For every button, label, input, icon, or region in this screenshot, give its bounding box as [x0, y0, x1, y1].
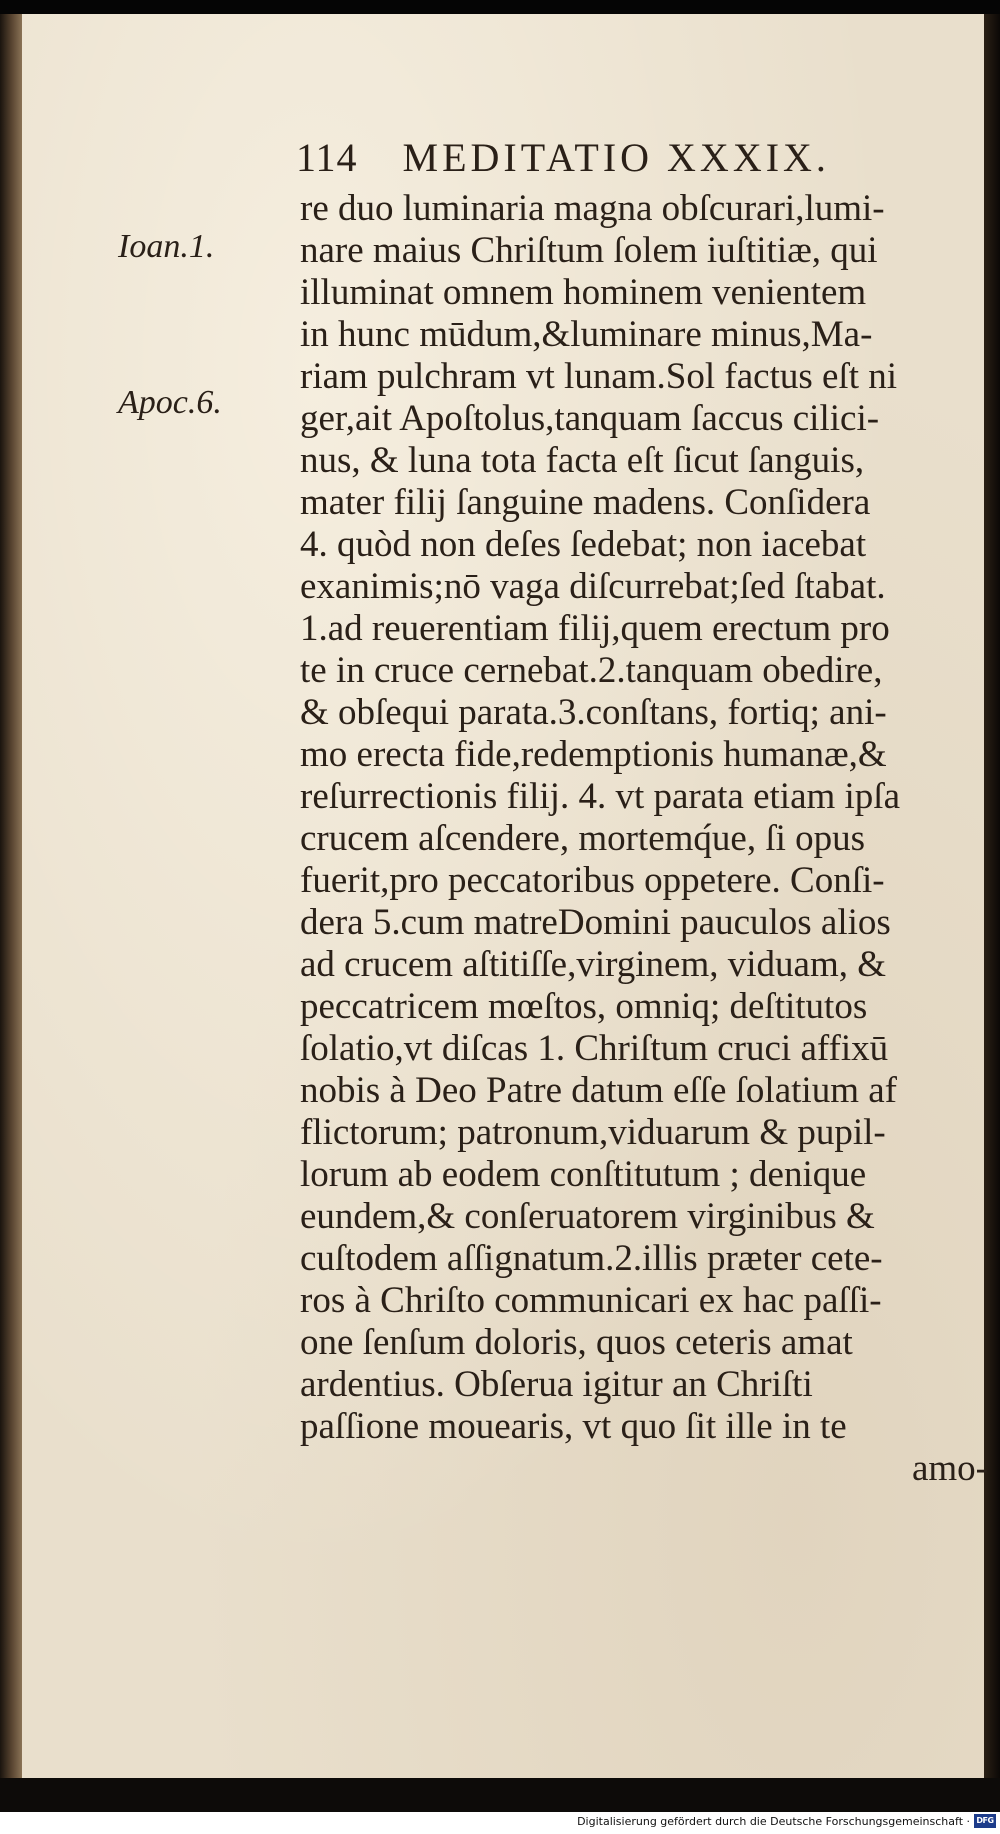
text-line: ad crucem aſtitiſſe,virginem, viduam, & — [300, 944, 887, 985]
text-line: & obſequi parata.3.conſtans, fortiq; ani- — [300, 692, 887, 733]
text-line: riam pulchram vt lunam.Sol factus eſt ni — [300, 356, 898, 397]
text-line: in hunc mūdum,&luminare minus,Ma- — [300, 314, 873, 355]
digitization-credit: Digitalisierung gefördert durch die Deutsche Forschungsgemeinschaft · — [577, 1815, 970, 1828]
text-line: ſolatio,vt diſcas 1. Chriſtum cruci affixū — [300, 1028, 889, 1069]
text-line: re duo luminaria magna obſcurari,lumi- — [300, 188, 885, 229]
text-line: nus, & luna tota facta eſt ſicut ſanguis, — [300, 440, 865, 481]
text-line: dera 5.cum matreDomini pauculos alios — [300, 902, 891, 943]
running-header — [296, 134, 830, 181]
margin-note-ioan: Ioan.1. — [118, 228, 215, 265]
text-line: paſſione mouearis, vt quo ſit ille in te — [300, 1406, 847, 1447]
text-line: exanimis;nō vaga diſcurrebat;ſed ſtabat. — [300, 566, 886, 607]
text-line: cuſtodem aſſignatum.2.illis præter cete- — [300, 1238, 883, 1279]
text-line: ros à Chriſto communicari ex hac paſſi- — [300, 1280, 882, 1321]
body-text — [300, 188, 988, 1490]
text-line: crucem aſcendere, mortemq́ue, ſi opus — [300, 818, 866, 859]
scan-top-border — [0, 0, 1000, 14]
text-line: mater filij ſanguine madens. Conſidera — [300, 482, 871, 523]
scan-bottom-border — [0, 1778, 1000, 1812]
text-line: peccatricem mœſtos, omniq; deſtitutos — [300, 986, 868, 1027]
text-line: nobis à Deo Patre datum eſſe ſolatium af — [300, 1070, 897, 1111]
text-line: ger,ait Apoſtolus,tanquam ſaccus cilici- — [300, 398, 880, 439]
running-title: MEDITATIO XXXIX. — [402, 135, 830, 180]
text-line: nare maius Chriſtum ſolem iuſtitiæ, qui — [300, 230, 878, 271]
margin-note-apoc: Apoc.6. — [118, 384, 222, 421]
text-line: one ſenſum doloris, quos ceteris amat — [300, 1322, 853, 1363]
text-line: ardentius. Obſerua igitur an Chriſti — [300, 1364, 813, 1405]
text-line: 4. quòd non deſes ſedebat; non iacebat — [300, 524, 867, 565]
dfg-logo: DFG — [974, 1814, 996, 1828]
book-spine-edge — [0, 14, 22, 1790]
page-number: 114 — [296, 135, 358, 180]
text-line: lorum ab eodem conſtitutum ; denique — [300, 1154, 867, 1195]
text-line: eundem,& conſeruatorem virginibus & — [300, 1196, 875, 1237]
text-line: 1.ad reuerentiam filij,quem erectum pro — [300, 608, 890, 649]
text-line: mo erecta fide,redemptionis humanæ,& — [300, 734, 887, 775]
catchword: amo- — [911, 1448, 988, 1489]
text-line: te in cruce cernebat.2.tanquam obedire, — [300, 650, 883, 691]
text-line: fuerit,pro peccatoribus oppetere. Conſi- — [300, 860, 885, 901]
text-line: reſurrectionis filij. 4. vt parata etiam ipſa — [300, 776, 901, 817]
text-line: illuminat omnem hominem venientem — [300, 272, 867, 313]
text-line: flictorum; patronum,viduarum & pupil- — [300, 1112, 886, 1153]
